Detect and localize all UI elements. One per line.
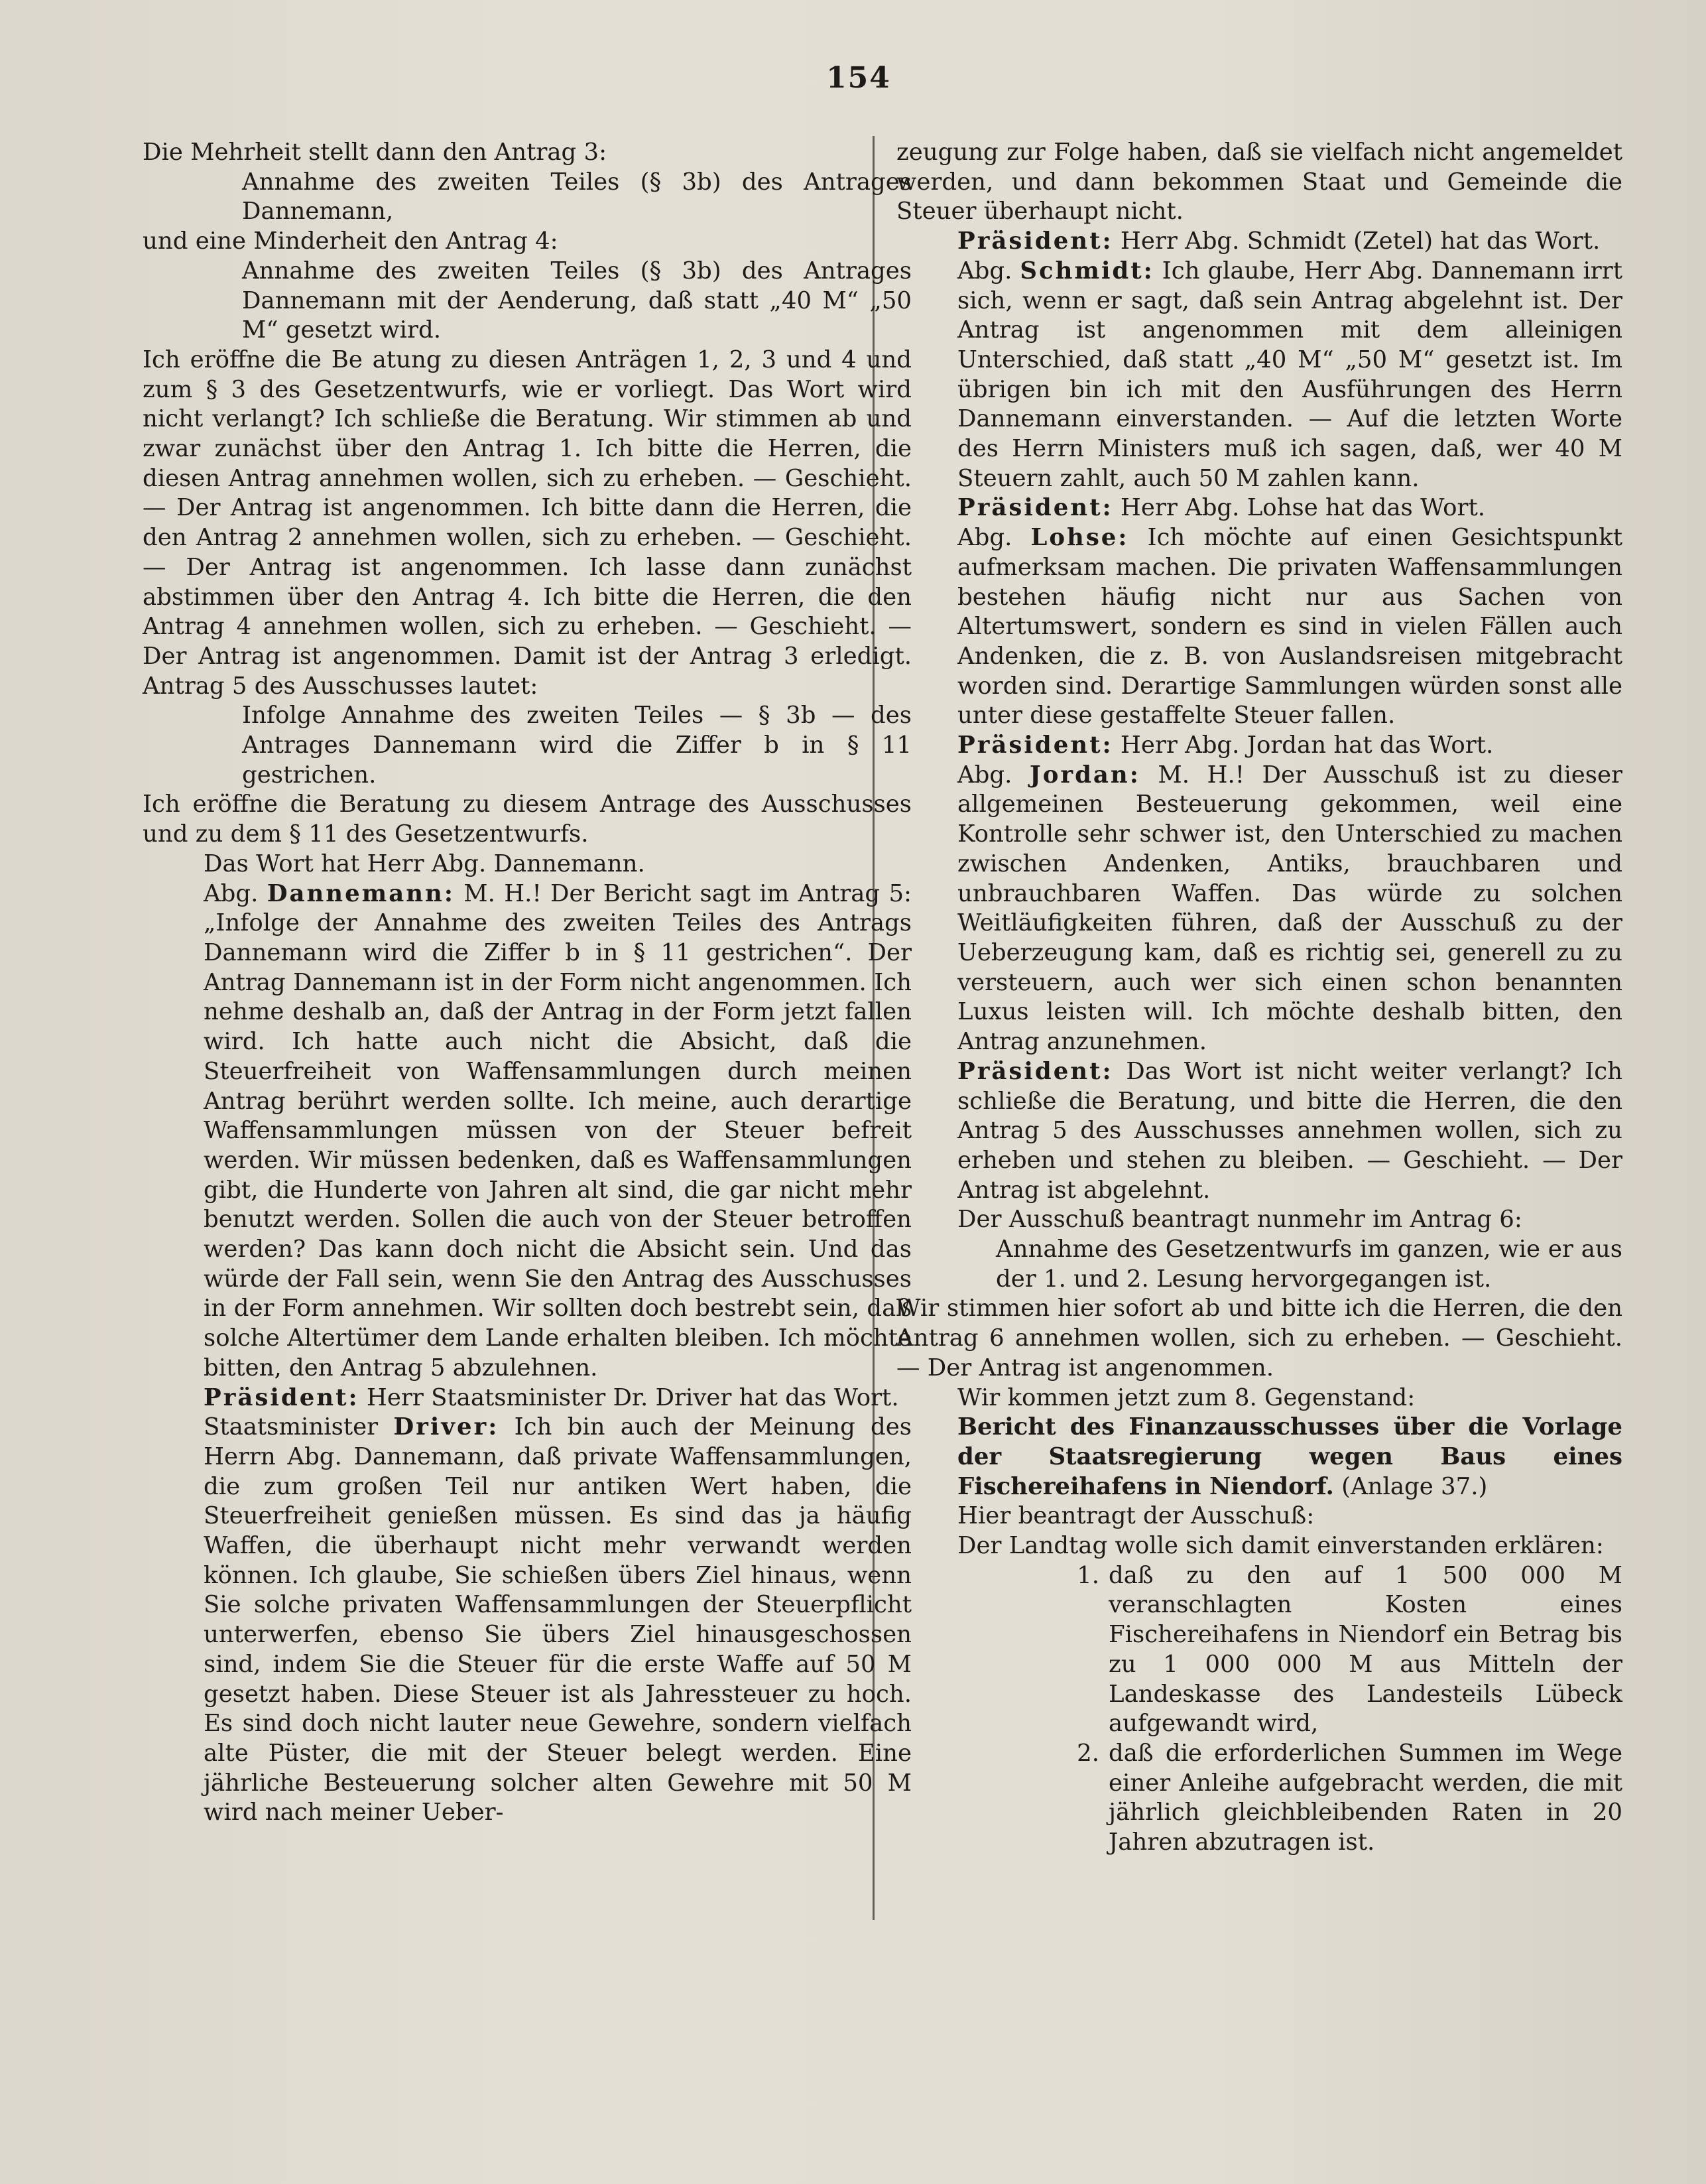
paragraph-text: (Anlage 37.)	[1333, 1472, 1488, 1500]
paragraph-text: Das Wort ist nicht weiter verlangt? Ich schließe die Beratung, und bitte die Herren, die den Antrag 5 des Ausschusses annehmen wollen, sich zu erheben und stehen zu bleiben. — Geschieht. — Der Antrag ist abgelehnt.	[957, 1057, 1622, 1204]
speaker-name: Präsident:	[957, 227, 1113, 255]
speaker-role: Abg.	[957, 761, 1030, 789]
paragraph-text: daß zu den auf 1 500 000 M veranschlagten Kosten eines Fischereihafens in Niendorf ein Betrag bis zu 1 000 000 M aus Mitteln der Landeskasse des Landesteils Lübeck aufgewandt wird,	[1109, 1561, 1622, 1738]
speaker-role: Abg.	[204, 879, 267, 907]
paragraph	[896, 523, 1622, 731]
paragraph-text: daß die erforderlichen Summen im Wege einer Anleihe aufgebracht werden, die mit jährlich gleichbleibenden Raten in 20 Jahren abzutragen ist.	[1109, 1739, 1622, 1856]
paragraph	[896, 1502, 1622, 1531]
paragraph-text: Ich eröffne die Be atung zu diesen Anträgen 1, 2, 3 und 4 und zum § 3 des Gesetzentwurfs, wie er vorliegt. Das Wort wird nicht verlangt? Ich schließe die Beratung. Wir stimmen ab und zwar zunächst über den Antrag 1. Ich bitte die Herren, die diesen Antrag annehmen wollen, sich zu erheben. — Geschieht. — Der Antrag ist angenommen. Ich bitte dann die Herren, die den Antrag 2 annehmen wollen, sich zu erheben. — Geschieht. — Der Antrag ist angenommen. Ich lasse dann zunächst abstimmen über den Antrag 4. Ich bitte die Herren, die den Antrag 4 annehmen wollen, sich zu erheben. — Geschieht. — Der Antrag ist angenommen. Damit ist der Antrag 3 erledigt. Antrag 5 des Ausschusses lautet:	[143, 346, 912, 700]
speaker-role: Staatsminister	[204, 1413, 394, 1441]
paragraph-text: M. H.! Der Bericht sagt im Antrag 5: „Infolge der Annahme des zweiten Teiles des Antrags Dannemann wird die Ziffer b in § 11 gestrichen“. Der Antrag Dannemann ist in der Form nicht angenommen. Ich nehme deshalb an, daß der Antrag in der Form jetzt fallen wird. Ich hatte auch nicht die Absicht, daß die Steuerfreiheit von Waffensammlungen durch meinen Antrag berührt werden sollte. Ich meine, auch derartige Waffensammlungen müssen von der Steuer befreit werden. Wir müssen bedenken, daß es Waffensammlungen gibt, die Hunderte von Jahren alt sind, die gar nicht mehr benutzt werden. Sollen die auch von der Steuer betroffen werden? Das kann doch nicht die Absicht sein. Und das würde der Fall sein, wenn Sie den Antrag des Ausschusses in der Form annehmen. Wir sollten doch bestrebt sein, daß solche Altertümer dem Lande erhalten bleiben. Ich möchte bitten, den Antrag 5 abzulehnen.	[204, 879, 912, 1381]
paragraph-text: Ich möchte auf einen Gesichtspunkt aufmerksam machen. Die privaten Waffensammlungen bestehen häufig nicht nur aus Sachen von Altertumswert, sondern es sind in vielen Fällen auch Andenken, die z. B. von Auslandsreisen mitgebracht worden sind. Derartige Sammlungen würden sonst alle unter diese gestaffelte Steuer fallen.	[957, 524, 1622, 730]
paragraph	[896, 227, 1622, 257]
paragraph-text: zeugung zur Folge haben, daß sie vielfach nicht angemeldet werden, und dann bekommen Staat und Gemeinde die Steuer überhaupt nicht.	[896, 139, 1622, 225]
left-column	[143, 138, 912, 1828]
paragraph	[896, 493, 1622, 523]
list-number: 1.	[1077, 1561, 1099, 1589]
paragraph	[896, 1235, 1622, 1294]
paragraph-text: Annahme des Gesetzentwurfs im ganzen, wie er aus der 1. und 2. Lesung hervorgegangen ist.	[996, 1236, 1622, 1293]
paragraph	[896, 1531, 1622, 1561]
paragraph	[896, 1413, 1622, 1502]
paragraph-text: Infolge Annahme des zweiten Teiles — § 3b — des Antrages Dannemann wird die Ziffer b in § 11 gestrichen.	[242, 702, 912, 789]
paragraph	[143, 346, 912, 701]
paragraph-text: Herr Abg. Lohse hat das Wort.	[1113, 494, 1485, 522]
speaker-name: Schmidt:	[1020, 257, 1154, 285]
paragraph	[143, 879, 912, 1383]
paragraph-text: Wir kommen jetzt zum 8. Gegenstand:	[957, 1383, 1416, 1411]
speaker-name: Präsident:	[204, 1383, 359, 1411]
paragraph-text: Das Wort hat Herr Abg. Dannemann.	[204, 850, 645, 877]
paragraph-text: Die Mehrheit stellt dann den Antrag 3:	[143, 139, 607, 166]
paragraph-text: Hier beantragt der Ausschuß:	[957, 1502, 1315, 1530]
page-number: 154	[826, 61, 891, 95]
paragraph	[143, 790, 912, 849]
speaker-name: Präsident:	[957, 1057, 1113, 1085]
paragraph	[143, 850, 912, 879]
paragraph	[143, 1383, 912, 1413]
paragraph	[896, 1383, 1622, 1413]
speaker-name: Driver:	[393, 1413, 499, 1441]
paragraph	[143, 701, 912, 790]
speaker-name: Dannemann:	[267, 879, 455, 907]
paragraph	[143, 138, 912, 168]
paragraph-text: M. H.! Der Ausschuß ist zu dieser allgemeinen Besteuerung gekommen, weil eine Kontrolle sehr schwer ist, den Unterschied zu machen zwischen Andenken, Antiks, brauchbaren und unbrauchbaren Waffen. Das würde zu solchen Weitläufigkeiten führen, daß der Ausschuß zu der Ueberzeugung kam, daß es richtig sei, generell zu zu versteuern, auch wer sich einen schon benannten Luxus leisten will. Ich möchte deshalb bitten, den Antrag anzunehmen.	[957, 761, 1623, 1056]
paragraph-text: Herr Abg. Schmidt (Zetel) hat das Wort.	[1113, 227, 1601, 255]
paragraph	[143, 227, 912, 257]
speaker-name: Präsident:	[957, 732, 1113, 759]
speaker-role: Abg.	[957, 257, 1020, 285]
paragraph-text: Der Ausschuß beantragt nunmehr im Antrag 6:	[957, 1206, 1522, 1234]
paragraph	[896, 1739, 1622, 1858]
paragraph	[143, 257, 912, 346]
paragraph-text: Herr Abg. Jordan hat das Wort.	[1113, 732, 1494, 759]
paragraph-text: Ich glaube, Herr Abg. Dannemann irrt sich, wenn er sagt, daß sein Antrag abgelehnt ist. Der Antrag ist angenommen mit dem alleinigen Unterschied, daß statt „40 M“ „50 M“ gesetzt ist. Im übrigen bin ich mit den Ausführungen des Herrn Dannemann einverstanden. — Auf die letzten Worte des Herrn Ministers muß ich sagen, daß, wer 40 M Steuern zahlt, auch 50 M zahlen kann.	[957, 257, 1623, 492]
paragraph	[896, 138, 1622, 227]
paragraph-text: Herr Staatsminister Dr. Driver hat das Wort.	[359, 1383, 899, 1411]
paragraph	[896, 731, 1622, 761]
agenda-item-title: Bericht des Finanzausschusses über die Vorlage der Staatsregierung wegen Baus eines Fischereihafens in Niendorf.	[957, 1413, 1622, 1500]
paragraph-text: Annahme des zweiten Teiles (§ 3b) des Antrages Dannemann,	[242, 168, 912, 225]
paragraph	[143, 168, 912, 227]
paragraph-text: Wir stimmen hier sofort ab und bitte ich die Herren, die den Antrag 6 annehmen wollen, sich zu erheben. — Geschieht. — Der Antrag ist angenommen.	[896, 1295, 1622, 1381]
right-column	[896, 138, 1622, 1858]
paragraph	[896, 1294, 1622, 1383]
speaker-name: Präsident:	[957, 494, 1113, 522]
paragraph-text: Ich bin auch der Meinung des Herrn Abg. Dannemann, daß private Waffensammlungen, die zum großen Teil nur antiken Wert haben, die Steuerfreiheit genießen müssen. Es sind das ja häufig Waffen, die überhaupt nicht mehr verwandt werden können. Ich glaube, Sie schießen übers Ziel hinaus, wenn Sie solche privaten Waffensammlungen der Steuerpflicht unterwerfen, ebenso Sie übers Ziel hinausgeschossen sind, indem Sie die Steuer für die erste Waffe auf 50 M gesetzt haben. Diese Steuer ist als Jahressteuer zu hoch. Es sind doch nicht lauter neue Gewehre, sondern vielfach alte Püster, die mit der Steuer belegt werden. Eine jährliche Besteuerung solcher alten Gewehre mit 50 M wird nach meiner Ueber-	[204, 1413, 912, 1827]
speaker-name: Lohse:	[1030, 524, 1129, 552]
paragraph	[896, 257, 1622, 494]
paragraph	[896, 1057, 1622, 1206]
paragraph	[143, 1413, 912, 1828]
paragraph-text: und eine Minderheit den Antrag 4:	[143, 227, 558, 255]
paragraph	[896, 1561, 1622, 1739]
paragraph	[896, 761, 1622, 1057]
speaker-name: Jordan:	[1029, 761, 1140, 789]
paragraph-text: Annahme des zweiten Teiles (§ 3b) des Antrages Dannemann mit der Aenderung, daß statt „40 M“ „50 M“ gesetzt wird.	[242, 257, 912, 344]
paragraph	[896, 1205, 1622, 1235]
speaker-role: Abg.	[957, 524, 1031, 552]
paragraph-text: Der Landtag wolle sich damit einverstanden erklären:	[957, 1532, 1604, 1560]
paragraph-text: Ich eröffne die Beratung zu diesem Antrage des Ausschusses und zu dem § 11 des Gesetzentwurfs.	[143, 791, 912, 848]
list-number: 2.	[1077, 1739, 1099, 1767]
